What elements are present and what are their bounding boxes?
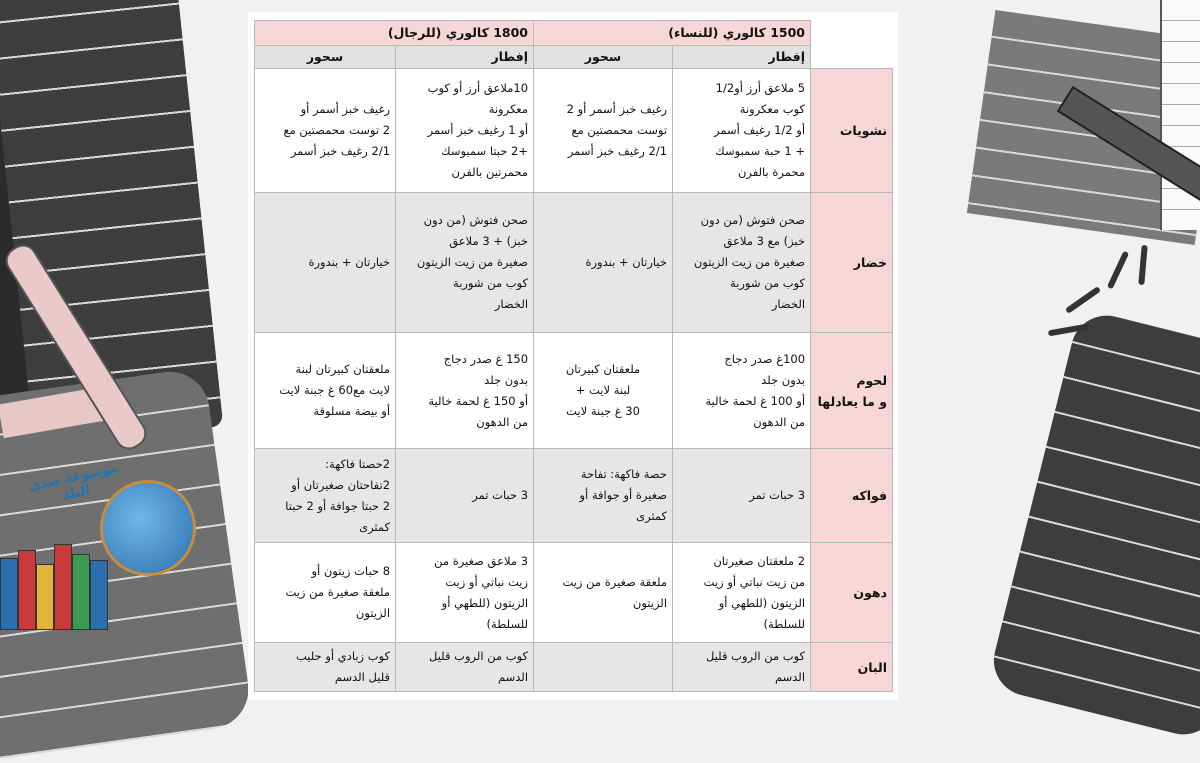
spark-line — [1107, 251, 1129, 290]
women-suhoor-header: سحور — [534, 46, 673, 69]
books-illustration — [0, 540, 110, 630]
men-suhoor-cell: 8 حبات زيتون أو ملعقة صغيرة من زيت الزيتون — [255, 543, 396, 643]
men-iftar-cell: 150 غ صدر دجاج بدون جلد أو 150 غ لحمة خالية من الدهون — [396, 333, 534, 449]
men-header: 1800 كالوري (للرجال) — [255, 21, 534, 46]
category-cell: نشويات — [811, 69, 893, 193]
women-suhoor-cell: خيارتان + بندورة — [534, 193, 673, 333]
spark-line — [1065, 286, 1101, 314]
women-iftar-cell: صحن فتوش (من دون خبز) مع 3 ملاعق صغيرة من زيت الزيتون كوب من شوربة الخضار — [673, 193, 811, 333]
men-iftar-cell: صحن فتوش (من دون خبز) + 3 ملاعق صغيرة من زيت الزيتون كوب من شوربة الخضار — [396, 193, 534, 333]
table-row — [255, 69, 893, 193]
site-logo: موسوعة صدى البلد — [27, 460, 120, 504]
category-cell: البان — [811, 643, 893, 692]
corner-cell — [811, 46, 893, 69]
corner-cell — [811, 21, 893, 46]
women-iftar-cell: 2 ملعقتان صغيرتان من زيت نباتي أو زيت الزيتون (للطهي أو للسلطة) — [673, 543, 811, 643]
women-suhoor-cell: ملعقة صغيرة من زيت الزيتون — [534, 543, 673, 643]
women-iftar-cell: 3 حبات تمر — [673, 449, 811, 543]
category-cell: فواكه — [811, 449, 893, 543]
men-suhoor-header: سحور — [255, 46, 396, 69]
globe-illustration — [100, 480, 196, 576]
men-iftar-cell: 3 ملاعق صغيرة من زيت نباتي أو زيت الزيتون (للطهي أو للسلطة) — [396, 543, 534, 643]
men-iftar-cell: كوب من الروب قليل الدسم — [396, 643, 534, 692]
women-suhoor-cell — [534, 643, 673, 692]
table-row — [255, 643, 893, 692]
table-row — [255, 333, 893, 449]
table-row — [255, 543, 893, 643]
men-suhoor-cell: كوب زبادي أو حليب قليل الدسم — [255, 643, 396, 692]
notepad-illustration-right — [986, 308, 1200, 742]
women-iftar-cell: 100غ صدر دجاج بدون جلد أو 100 غ لحمة خالية من الدهون — [673, 333, 811, 449]
men-suhoor-cell: خيارتان + بندورة — [255, 193, 396, 333]
women-suhoor-cell: حصة فاكهة: تفاحة صغيرة أو جوافة أو كمثرى — [534, 449, 673, 543]
category-cell: دهون — [811, 543, 893, 643]
men-suhoor-cell: ملعقتان كبيرتان لبنة لايت مع60 غ جبنة لايت أو بيضة مسلوقة — [255, 333, 396, 449]
spark-line — [1138, 245, 1147, 285]
table-row — [255, 193, 893, 333]
men-suhoor-cell: 2حصتا فاكهة: 2تفاحتان صغيرتان أو 2 حبتا جوافة أو 2 حبتا كمثرى — [255, 449, 396, 543]
men-iftar-header: إفطار — [396, 46, 534, 69]
diet-plan-sheet — [248, 12, 898, 700]
table-row — [255, 449, 893, 543]
men-iftar-cell: 3 حبات تمر — [396, 449, 534, 543]
category-cell: لحوم و ما يعادلها — [811, 333, 893, 449]
women-suhoor-cell: ملعقتان كبيرتان لبنة لايت + 30 غ جبنة لايت — [534, 333, 673, 449]
men-suhoor-cell: رغيف خبز أسمر أو 2 توست محمصتين مع 2/1 رغيف خبز أسمر — [255, 69, 396, 193]
women-header: 1500 كالوري (للنساء) — [534, 21, 811, 46]
women-iftar-cell: كوب من الروب قليل الدسم — [673, 643, 811, 692]
category-cell: خضار — [811, 193, 893, 333]
women-iftar-cell: 5 ملاعق أرز أو1/2 كوب معكرونة أو 1/2 رغيف أسمر + 1 حبة سمبوسك محمرة بالفرن — [673, 69, 811, 193]
women-iftar-header: إفطار — [673, 46, 811, 69]
women-suhoor-cell: رغيف خبز أسمر أو 2 توست محمصتين مع 2/1 رغيف خبز أسمر — [534, 69, 673, 193]
diet-plan-table — [254, 20, 893, 692]
men-iftar-cell: 10ملاعق أرز أو كوب معكرونة أو 1 رغيف خبز أسمر +2 حبتا سمبوسك محمرتين بالفرن — [396, 69, 534, 193]
